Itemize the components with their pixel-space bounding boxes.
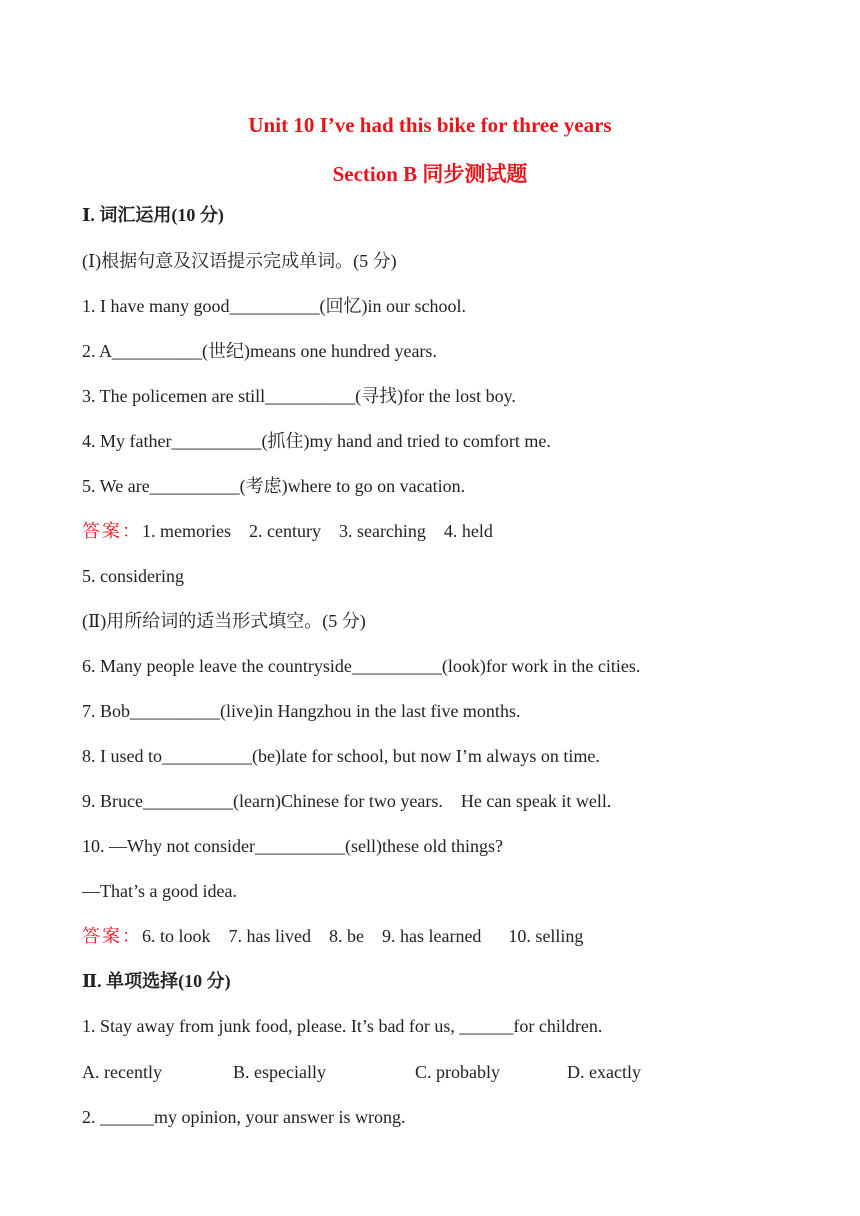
answer-text: 6. to look 7. has lived 8. be 9. has learned 10. selling <box>142 926 584 946</box>
question-item: 9. Bruce__________(learn)Chinese for two years. He can speak it well. <box>82 791 612 811</box>
answer-label: 答案： <box>82 926 142 946</box>
document-subtitle: Section B 同步测试题 <box>332 162 528 186</box>
question-item: 4. My father__________(抓住)my hand and tried to comfort me. <box>82 431 551 451</box>
answer-line <box>82 925 583 947</box>
question-item: 7. Bob__________(live)in Hangzhou in the last five months. <box>82 701 521 721</box>
document-title: Unit 10 I’ve had this bike for three years <box>248 113 612 137</box>
question-item: 3. The policemen are still__________(寻找)for the lost boy. <box>82 386 516 406</box>
question-item: 5. We are__________(考虑)where to go on vacation. <box>82 476 466 496</box>
part1-heading: Ⅰ. 词汇运用(10 分) <box>82 205 224 225</box>
part1-sub2-heading: (Ⅱ)用所给词的适当形式填空。(5 分) <box>82 611 366 631</box>
part1-sub1-heading: (Ⅰ)根据句意及汉语提示完成单词。(5 分) <box>82 251 397 271</box>
option-d: D. exactly <box>567 1062 641 1082</box>
part2-heading: Ⅱ. 单项选择(10 分) <box>82 971 231 991</box>
question-item: 8. I used to__________(be)late for school, but now I’m always on time. <box>82 746 600 766</box>
answer-line <box>82 520 493 542</box>
answer-continuation: 5. considering <box>82 566 184 586</box>
mc-question-stem: 2. ______my opinion, your answer is wrong. <box>82 1107 406 1127</box>
answer-text: 1. memories 2. century 3. searching 4. held <box>142 521 493 541</box>
mc-question-stem: 1. Stay away from junk food, please. It’s bad for us, ______for children. <box>82 1016 603 1036</box>
question-item: 10. —Why not consider__________(sell)these old things? <box>82 836 503 856</box>
question-item: 2. A__________(世纪)means one hundred years. <box>82 341 437 361</box>
question-item: 6. Many people leave the countryside__________(look)for work in the cities. <box>82 656 641 676</box>
option-c: C. probably <box>415 1062 500 1082</box>
mc-options <box>82 1061 782 1083</box>
option-b: B. especially <box>233 1062 326 1082</box>
option-a: A. recently <box>82 1062 162 1082</box>
question-item-reply: —That’s a good idea. <box>82 881 237 901</box>
question-item: 1. I have many good__________(回忆)in our school. <box>82 296 466 316</box>
answer-label: 答案： <box>82 521 142 541</box>
